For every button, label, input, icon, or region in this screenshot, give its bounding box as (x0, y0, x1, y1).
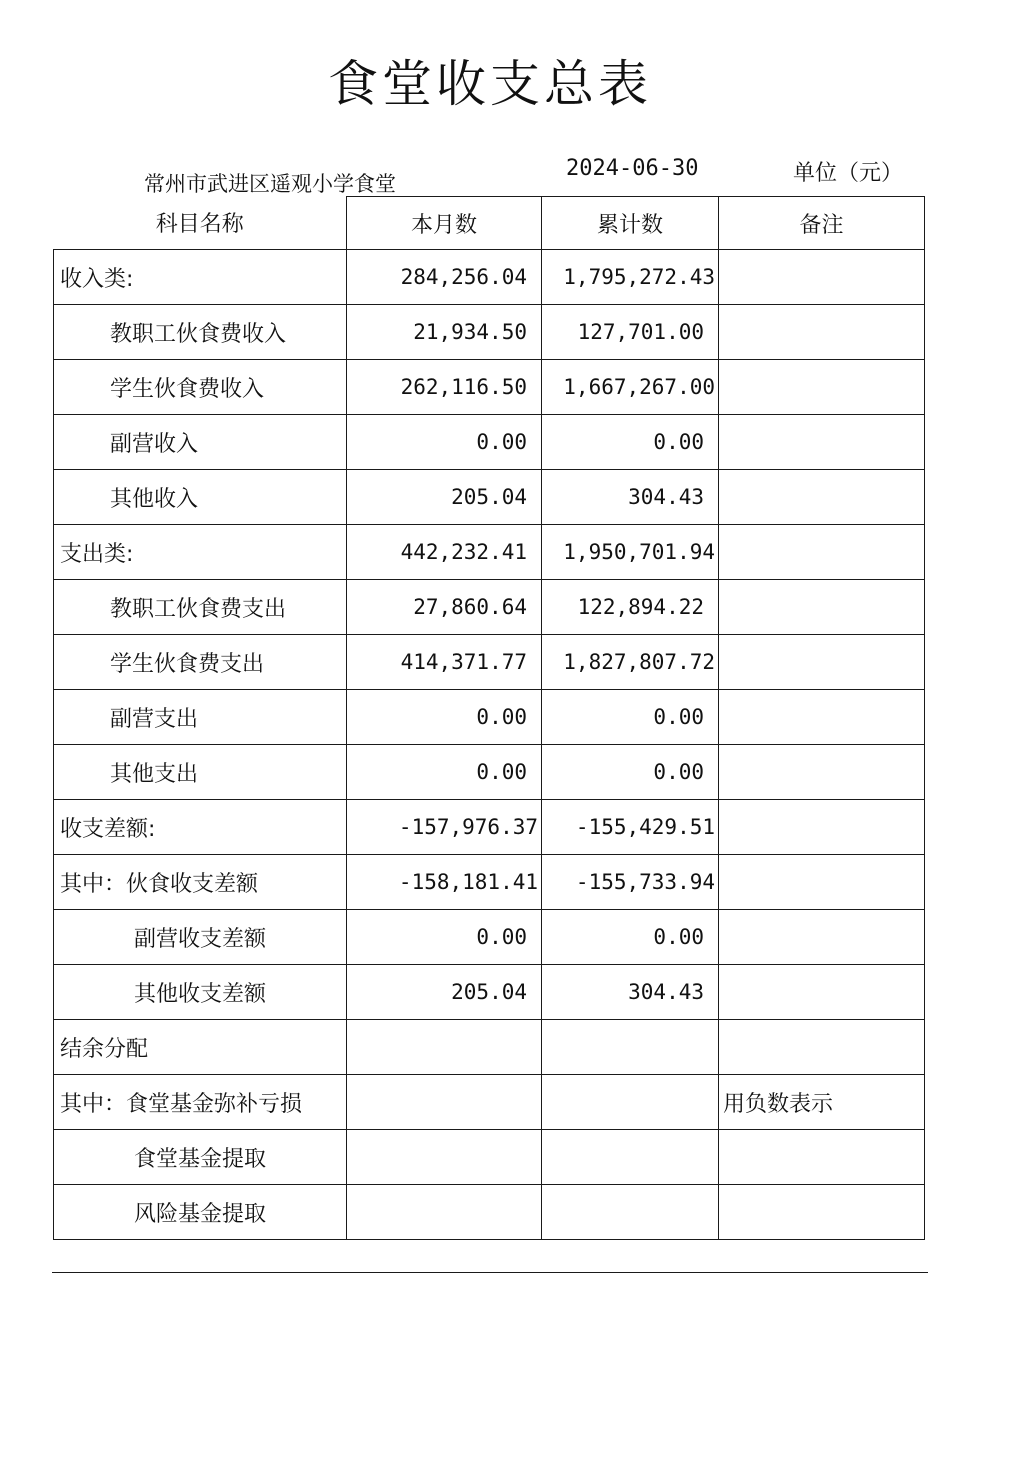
row-month-value: 0.00 (347, 415, 542, 470)
row-month-value: 205.04 (347, 470, 542, 525)
row-total-value: 1,950,701.94 (542, 525, 719, 580)
row-total-value: 0.00 (542, 690, 719, 745)
row-label: 副营支出 (54, 690, 347, 745)
row-note (719, 470, 925, 525)
row-note (719, 1185, 925, 1240)
table-row (54, 580, 925, 635)
table-row (54, 1185, 925, 1240)
row-note (719, 1020, 925, 1075)
document-title: 食堂收支总表 (328, 55, 652, 113)
row-label: 学生伙食费支出 (54, 635, 347, 690)
row-total-value: 304.43 (542, 965, 719, 1020)
table-row (54, 1075, 925, 1130)
row-label: 食堂基金提取 (54, 1130, 347, 1185)
row-total-value: 1,827,807.72 (542, 635, 719, 690)
row-note (719, 525, 925, 580)
row-label: 风险基金提取 (54, 1185, 347, 1240)
table-row (54, 635, 925, 690)
row-total-value: 122,894.22 (542, 580, 719, 635)
row-month-value: 284,256.04 (347, 250, 542, 305)
row-total-value (542, 1185, 719, 1240)
bottom-divider-line (52, 1272, 928, 1273)
row-note (719, 580, 925, 635)
column-header-name: 科目名称 (54, 197, 347, 250)
row-total-value: 0.00 (542, 415, 719, 470)
row-note (719, 800, 925, 855)
column-header-note: 备注 (719, 197, 925, 250)
row-note (719, 745, 925, 800)
income-expense-table (53, 196, 925, 1240)
table-row (54, 305, 925, 360)
table-row (54, 415, 925, 470)
row-month-value: 27,860.64 (347, 580, 542, 635)
table-row (54, 910, 925, 965)
row-label: 其他支出 (54, 745, 347, 800)
row-total-value: 1,795,272.43 (542, 250, 719, 305)
row-total-value (542, 1130, 719, 1185)
row-note (719, 910, 925, 965)
column-header-month: 本月数 (347, 197, 542, 250)
row-note (719, 305, 925, 360)
row-note (719, 360, 925, 415)
row-total-value: 0.00 (542, 910, 719, 965)
row-label: 其中：食堂基金弥补亏损 (54, 1075, 347, 1130)
row-label: 其他收入 (54, 470, 347, 525)
row-month-value: 0.00 (347, 690, 542, 745)
table-row (54, 855, 925, 910)
row-note (719, 415, 925, 470)
table-row (54, 800, 925, 855)
row-label: 收支差额: (54, 800, 347, 855)
currency-unit: 单位（元） (793, 161, 904, 186)
row-total-value: 0.00 (542, 745, 719, 800)
table-header-row (54, 197, 925, 250)
table-row (54, 1020, 925, 1075)
row-month-value (347, 1075, 542, 1130)
row-month-value: 0.00 (347, 910, 542, 965)
row-note (719, 690, 925, 745)
row-total-value: 127,701.00 (542, 305, 719, 360)
table-row (54, 360, 925, 415)
row-label: 支出类: (54, 525, 347, 580)
table-row (54, 745, 925, 800)
row-note (719, 250, 925, 305)
row-label: 学生伙食费收入 (54, 360, 347, 415)
report-date: 2024-06-30 (566, 156, 699, 181)
row-month-value: 262,116.50 (347, 360, 542, 415)
row-note (719, 965, 925, 1020)
row-label: 结余分配 (54, 1020, 347, 1075)
row-total-value: -155,429.51 (542, 800, 719, 855)
row-month-value: 0.00 (347, 745, 542, 800)
row-note (719, 855, 925, 910)
row-month-value (347, 1130, 542, 1185)
row-label: 其中：伙食收支差额 (54, 855, 347, 910)
row-total-value: -155,733.94 (542, 855, 719, 910)
row-month-value: -157,976.37 (347, 800, 542, 855)
row-month-value (347, 1020, 542, 1075)
row-total-value: 1,667,267.00 (542, 360, 719, 415)
row-month-value: 414,371.77 (347, 635, 542, 690)
table-row (54, 1130, 925, 1185)
table-row (54, 690, 925, 745)
table-row (54, 470, 925, 525)
row-label: 副营收支差额 (54, 910, 347, 965)
row-total-value (542, 1075, 719, 1130)
row-month-value: 442,232.41 (347, 525, 542, 580)
row-month-value (347, 1185, 542, 1240)
row-label: 教职工伙食费支出 (54, 580, 347, 635)
row-month-value: 205.04 (347, 965, 542, 1020)
row-label: 副营收入 (54, 415, 347, 470)
row-note (719, 635, 925, 690)
table-row (54, 525, 925, 580)
row-label: 收入类: (54, 250, 347, 305)
row-note (719, 1130, 925, 1185)
organization-name: 常州市武进区遥观小学食堂 (144, 172, 396, 196)
table-row (54, 965, 925, 1020)
row-month-value: 21,934.50 (347, 305, 542, 360)
row-total-value (542, 1020, 719, 1075)
row-month-value: -158,181.41 (347, 855, 542, 910)
table-row (54, 250, 925, 305)
row-label: 其他收支差额 (54, 965, 347, 1020)
row-label: 教职工伙食费收入 (54, 305, 347, 360)
row-note: 用负数表示 (719, 1075, 925, 1130)
column-header-total: 累计数 (542, 197, 719, 250)
row-total-value: 304.43 (542, 470, 719, 525)
